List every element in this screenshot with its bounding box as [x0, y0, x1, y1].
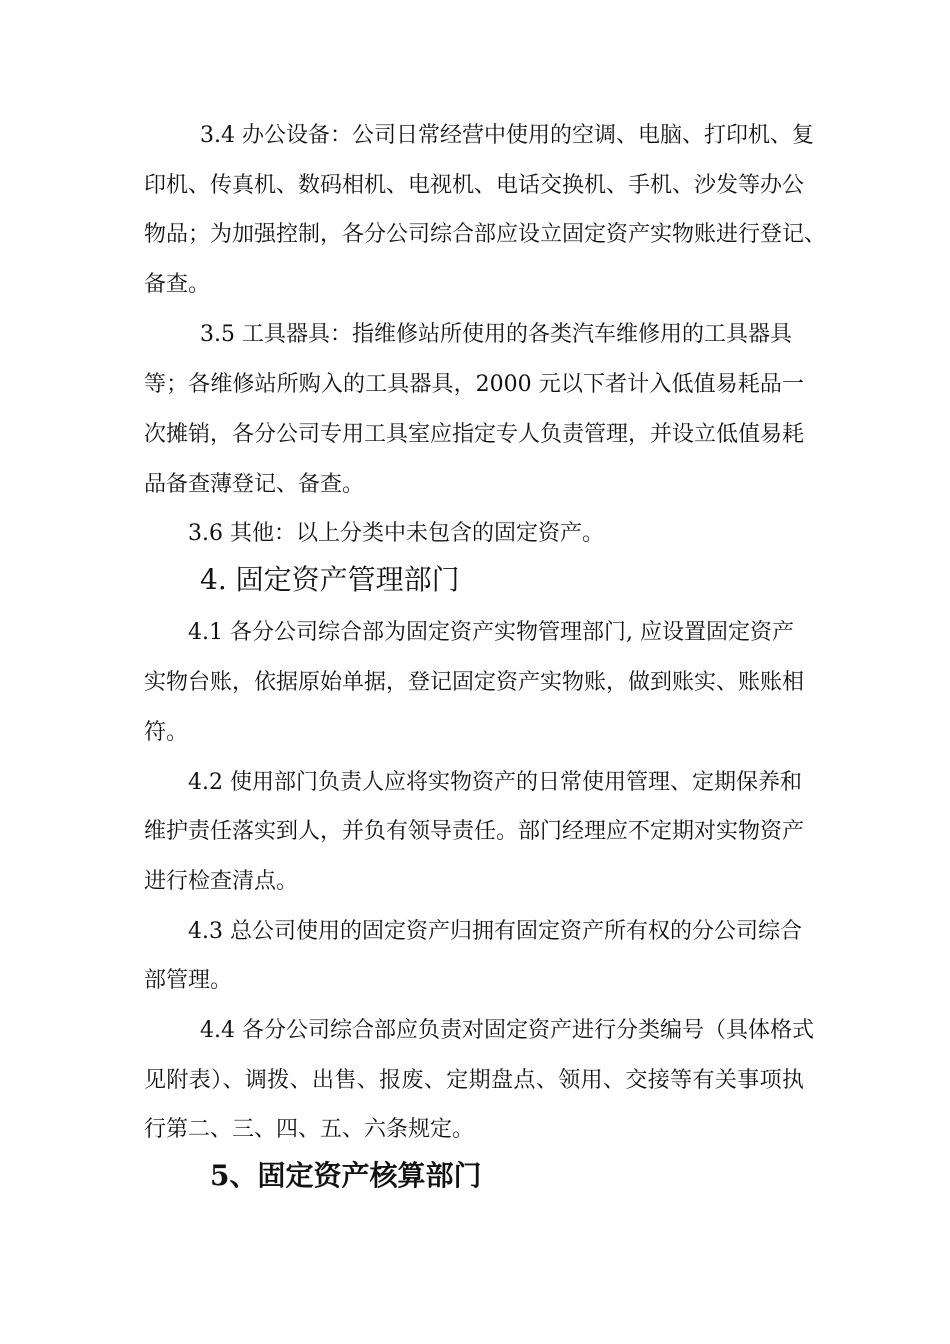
paragraph-4-1-line-2: 实物台账，依据原始单据，登记固定资产实物账，做到账实、账账相: [144, 670, 805, 695]
paragraph-3-4-line-2: 印机、传真机、数码相机、电视机、电话交换机、手机、沙发等办公: [144, 173, 805, 198]
section-heading-5: 5、固定资产核算部门: [210, 1159, 482, 1192]
paragraph-4-4-line-3: 行第二、三、四、五、六条规定。: [144, 1117, 475, 1142]
paragraph-4-2-line-2: 维护责任落实到人，并负有领导责任。部门经理应不定期对实物资产: [144, 819, 805, 844]
paragraph-3-5-line-3: 次摊销，各分公司专用工具室应指定专人负责管理，并设立低值易耗: [144, 422, 805, 447]
paragraph-3-5-line-1: 3.5 工具器具：指维修站所使用的各类汽车维修用的工具器具: [200, 322, 792, 347]
paragraph-4-4-line-1: 4.4 各分公司综合部应负责对固定资产进行分类编号（具体格式: [200, 1018, 814, 1043]
paragraph-3-4-line-3: 物品；为加强控制，各分公司综合部应设立固定资产实物账进行登记、: [144, 222, 827, 247]
paragraph-4-4-line-2: 见附表）、调拨、出售、报废、定期盘点、领用、交接等有关事项执: [144, 1068, 804, 1093]
section-heading-4: 4. 固定资产管理部门: [200, 563, 460, 596]
paragraph-3-4-line-1: 3.4 办公设备：公司日常经营中使用的空调、电脑、打印机、复: [200, 123, 814, 148]
paragraph-4-1-line-1: 4.1 各分公司综合部为固定资产实物管理部门, 应设置固定资产: [188, 620, 794, 645]
paragraph-3-4-line-4: 备查。: [144, 272, 211, 297]
paragraph-4-1-line-3: 符。: [144, 720, 189, 745]
paragraph-4-3-line-1: 4.3 总公司使用的固定资产归拥有固定资产所有权的分公司综合: [188, 919, 802, 944]
paragraph-4-3-line-2: 部管理。: [144, 968, 233, 993]
paragraph-3-6-line-1: 3.6 其他：以上分类中未包含的固定资产。: [188, 521, 604, 546]
paragraph-4-2-line-1: 4.2 使用部门负责人应将实物资产的日常使用管理、定期保养和: [188, 770, 802, 795]
paragraph-4-2-line-3: 进行检查清点。: [144, 869, 299, 894]
paragraph-3-5-line-4: 品备查薄登记、备查。: [144, 472, 365, 497]
paragraph-3-5-line-2: 等；各维修站所购入的工具器具，2000 元以下者计入低值易耗品一: [144, 372, 804, 397]
